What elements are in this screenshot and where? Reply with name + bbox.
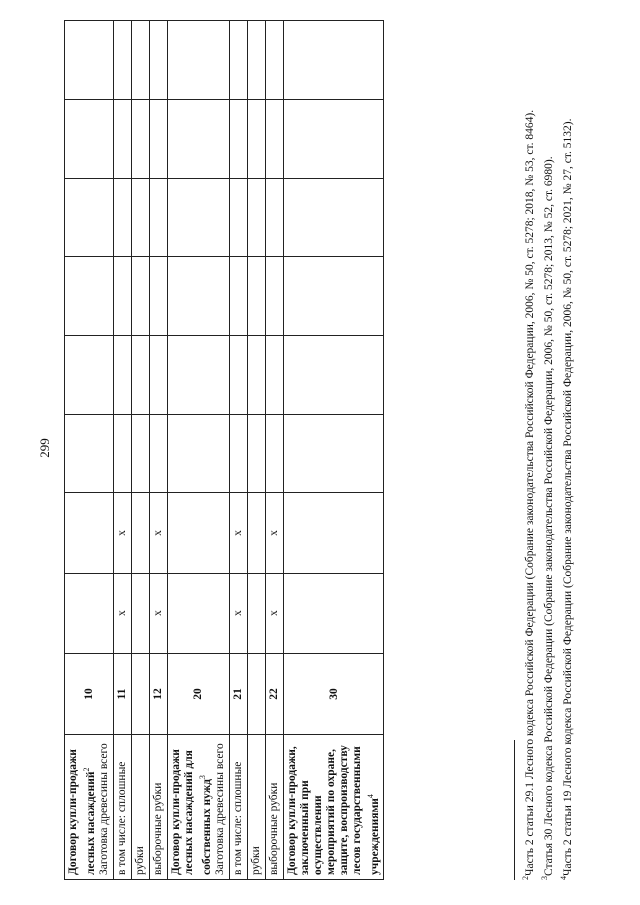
table-cell xyxy=(229,414,247,493)
table-cell xyxy=(113,257,131,336)
row-code: 10 xyxy=(65,653,114,735)
table-cell: x xyxy=(229,573,247,653)
table-row xyxy=(229,21,247,880)
footnote: $^4$Часть 2 статьи 19 Лесного кодекса Российской Федерации (Собрание законодательства Российской Федерации, 2006, № 50, ст. 5278; 2021, № 27, ст. 5132). xyxy=(558,118,574,880)
table-cell xyxy=(131,21,149,100)
table-cell xyxy=(229,336,247,415)
table-cell xyxy=(247,257,265,336)
table-cell xyxy=(131,573,149,653)
table-cell xyxy=(265,257,283,336)
table-cell xyxy=(113,414,131,493)
table-cell xyxy=(247,21,265,100)
table-cell xyxy=(247,414,265,493)
table-cell xyxy=(167,21,229,100)
footnote: $^3$Статья 30 Лесного кодекса Российской Федерации (Собрание законодательства Российской Федерации, 2006, № 50, ст. 5278; 2013, № 52, ст. 6980). xyxy=(539,156,555,880)
table-cell xyxy=(265,414,283,493)
table-cell xyxy=(149,21,167,100)
table-cell xyxy=(247,336,265,415)
table-cell xyxy=(283,178,384,257)
table-cell xyxy=(265,99,283,178)
table-cell xyxy=(265,336,283,415)
table-cell xyxy=(65,573,114,653)
row-label: в том числе: сплошные xyxy=(113,735,131,880)
row-code: 30 xyxy=(283,653,384,735)
table-cell xyxy=(229,257,247,336)
row-label: выборочные рубки xyxy=(149,735,167,880)
table-cell xyxy=(113,21,131,100)
form-table xyxy=(64,20,384,880)
row-label: Договор купли-продажи лесных насаждений для собственных нужд$^3$ Заготовка древесины всего xyxy=(167,735,229,880)
table-cell xyxy=(149,336,167,415)
table-cell xyxy=(131,414,149,493)
table-cell: x xyxy=(113,573,131,653)
row-label: рубки xyxy=(247,735,265,880)
table-cell xyxy=(283,493,384,573)
table-cell: x xyxy=(149,573,167,653)
rotated-page-content xyxy=(64,20,624,880)
table-row xyxy=(265,21,283,880)
table-cell xyxy=(167,414,229,493)
page-number: 299 xyxy=(37,438,52,458)
table-row xyxy=(167,21,229,880)
table-row xyxy=(131,21,149,880)
table-row xyxy=(247,21,265,880)
table-cell xyxy=(149,414,167,493)
table-cell: x xyxy=(229,493,247,573)
table-cell: x xyxy=(149,493,167,573)
table-cell xyxy=(65,99,114,178)
row-code: 21 xyxy=(229,653,247,735)
table-cell xyxy=(149,99,167,178)
footnote-rule xyxy=(514,740,515,880)
table-cell xyxy=(167,336,229,415)
table-cell xyxy=(167,99,229,178)
table-cell xyxy=(283,573,384,653)
table-cell xyxy=(131,336,149,415)
table-cell xyxy=(247,99,265,178)
table-cell xyxy=(65,336,114,415)
footnote: $^2$Часть 2 статьи 29.1 Лесного кодекса Российской Федерации (Собрание законодательства Российской Федерации, 2006, № 50, ст. 5278; 2018, № 53, ст. 8464). xyxy=(521,109,536,880)
table-cell xyxy=(167,493,229,573)
table-cell: x xyxy=(265,573,283,653)
table-cell xyxy=(65,178,114,257)
row-code: 11 xyxy=(113,653,131,735)
row-code: 20 xyxy=(167,653,229,735)
footnotes xyxy=(514,20,575,880)
table-cell xyxy=(65,414,114,493)
table-cell xyxy=(113,178,131,257)
table-cell xyxy=(229,99,247,178)
table-cell: x xyxy=(265,493,283,573)
table-cell xyxy=(131,493,149,573)
row-code: 12 xyxy=(149,653,167,735)
row-label: выборочные рубки xyxy=(265,735,283,880)
table-cell xyxy=(283,414,384,493)
table-cell xyxy=(149,257,167,336)
table-cell xyxy=(265,178,283,257)
table-cell xyxy=(283,336,384,415)
table-cell xyxy=(247,493,265,573)
table-row xyxy=(65,21,114,880)
row-code: 22 xyxy=(265,653,283,735)
table-cell xyxy=(265,21,283,100)
table-cell xyxy=(131,99,149,178)
row-label: в том числе: сплошные xyxy=(229,735,247,880)
table-cell xyxy=(65,257,114,336)
table-cell xyxy=(113,336,131,415)
row-label: Договор купли-продажи, заключенный при осуществлении мероприятий по охране, защите, воспроизводству лесов государственными учреждениями$^4$ xyxy=(283,735,384,880)
table-cell xyxy=(229,178,247,257)
table-row xyxy=(283,21,384,880)
table-cell xyxy=(283,99,384,178)
row-code xyxy=(247,653,265,735)
table-row xyxy=(113,21,131,880)
row-label: Договор купли-продажи лесных насаждений$^2$ Заготовка древесины всего xyxy=(65,735,114,880)
table-cell xyxy=(229,21,247,100)
table-cell xyxy=(283,21,384,100)
row-label: рубки xyxy=(131,735,149,880)
row-code xyxy=(131,653,149,735)
table-cell xyxy=(131,257,149,336)
table-cell xyxy=(167,257,229,336)
table-cell xyxy=(283,257,384,336)
table-cell xyxy=(113,99,131,178)
table-cell xyxy=(65,21,114,100)
table-cell xyxy=(247,178,265,257)
table-cell xyxy=(131,178,149,257)
table-cell xyxy=(65,493,114,573)
table-cell: x xyxy=(113,493,131,573)
table-cell xyxy=(167,178,229,257)
table-row xyxy=(149,21,167,880)
table-cell xyxy=(149,178,167,257)
table-cell xyxy=(167,573,229,653)
table-cell xyxy=(247,573,265,653)
